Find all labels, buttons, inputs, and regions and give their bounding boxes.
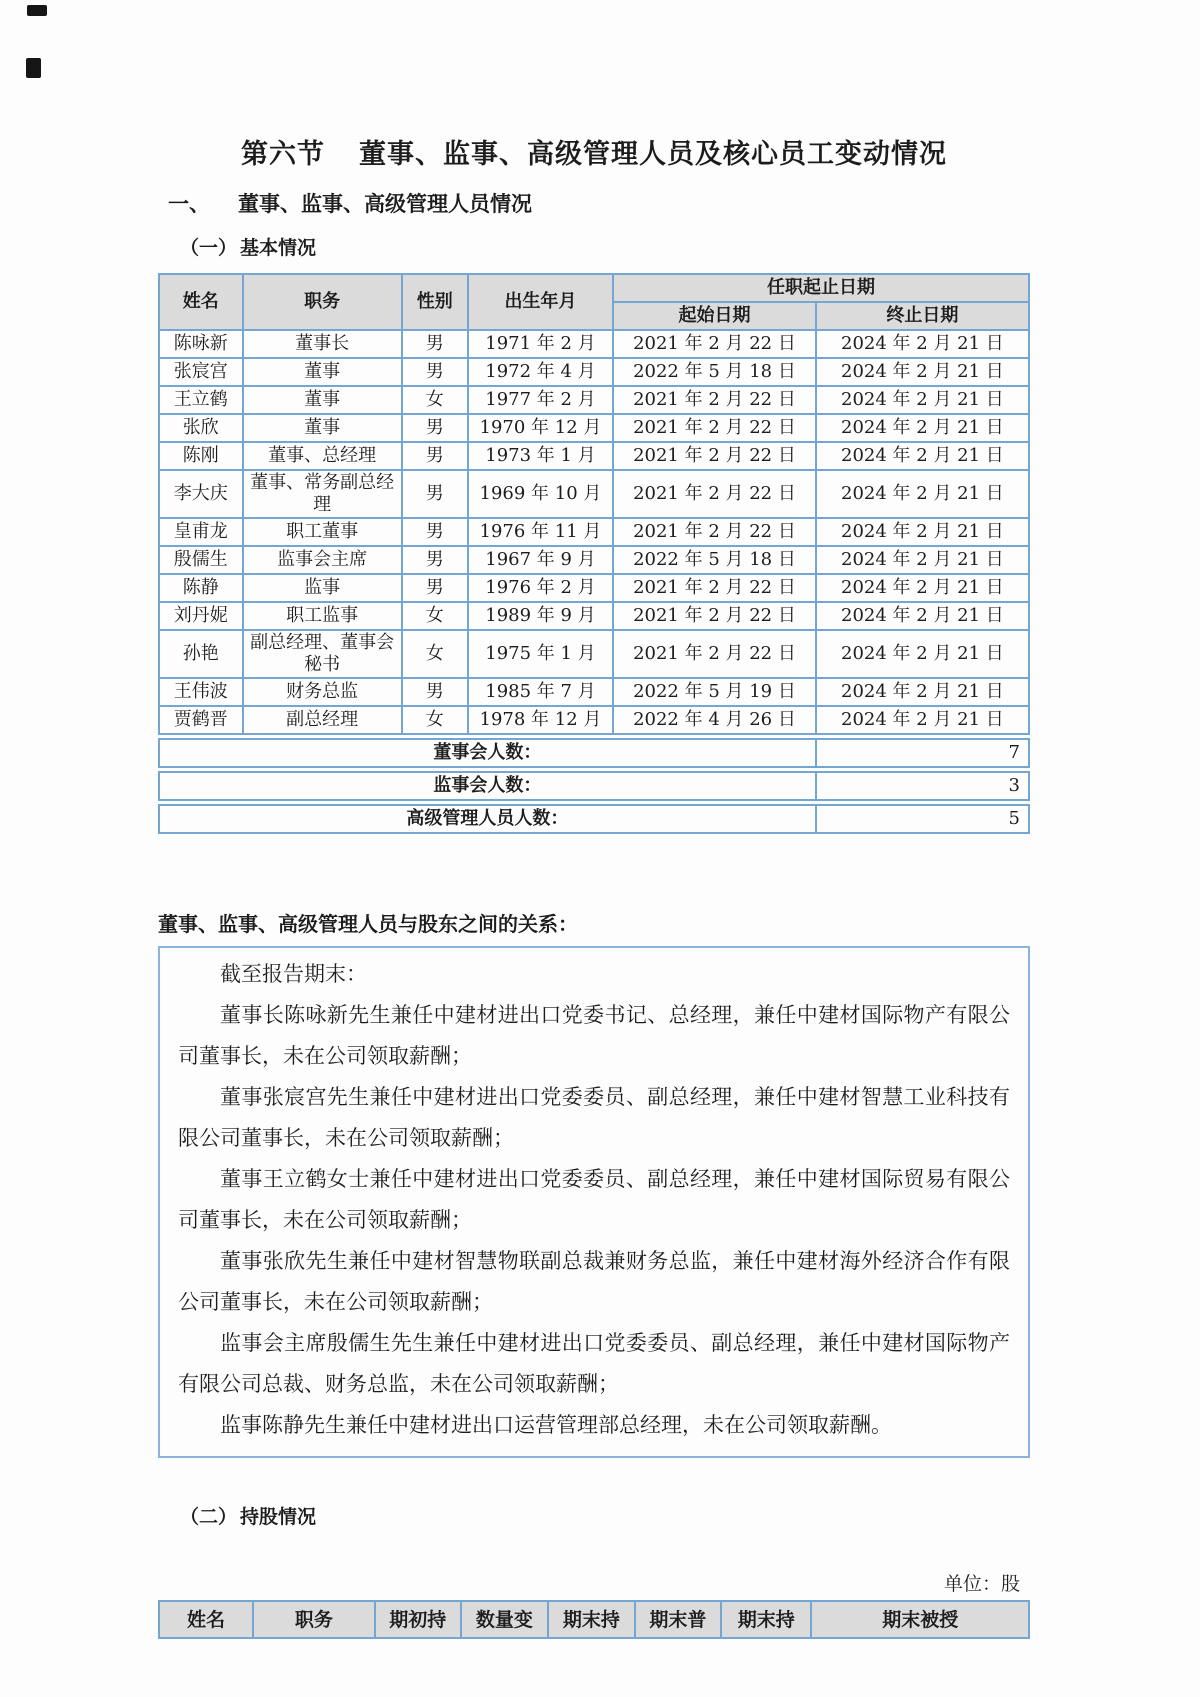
table-cell: 2021 年 2 月 22 日 [613, 330, 816, 358]
table-cell: 王立鹤 [159, 386, 243, 414]
table-cell: 2024 年 2 月 21 日 [816, 386, 1029, 414]
table-cell: 张宸宫 [159, 358, 243, 386]
shareholding-table [158, 1600, 1030, 1639]
table-cell: 女 [402, 706, 468, 734]
table-cell: 1969 年 10 月 [468, 470, 613, 518]
heading-basic-info [158, 233, 1030, 260]
unit-label: 单位：股 [943, 1573, 1020, 1595]
table-cell: 孙艳 [159, 630, 243, 678]
section-number: 第六节 [241, 139, 325, 170]
table-cell: 男 [402, 470, 468, 518]
table-cell: 2021 年 2 月 22 日 [613, 442, 816, 470]
table-row [159, 739, 1029, 767]
table-cell: 副总经理 [243, 706, 402, 734]
table-cell: 男 [402, 518, 468, 546]
relationship-heading: 董事、监事、高级管理人员与股东之间的关系： [158, 912, 578, 936]
table-row [159, 706, 1029, 734]
table-cell: 陈静 [159, 574, 243, 602]
supervisor-count-label: 监事会人数： [159, 772, 816, 800]
table-cell: 2022 年 5 月 18 日 [613, 358, 816, 386]
table-cell: 1978 年 12 月 [468, 706, 613, 734]
table-cell: 2022 年 5 月 19 日 [613, 678, 816, 706]
table-row [159, 574, 1029, 602]
table-cell: 2021 年 2 月 22 日 [613, 414, 816, 442]
table-cell: 2024 年 2 月 21 日 [816, 518, 1029, 546]
table-cell: 监事会主席 [243, 546, 402, 574]
table-row [159, 330, 1029, 358]
table-cell: 董事 [243, 386, 402, 414]
table-row [159, 805, 1029, 833]
table-cell: 2024 年 2 月 21 日 [816, 546, 1029, 574]
table-cell: 1967 年 9 月 [468, 546, 613, 574]
table-cell: 男 [402, 414, 468, 442]
table-cell: 2021 年 2 月 22 日 [613, 470, 816, 518]
heading-shareholding-text: 持股情况 [240, 1506, 317, 1528]
heading-basic-info-number: （一） [180, 237, 238, 259]
page-content [158, 0, 1030, 1639]
table-cell: 陈咏新 [159, 330, 243, 358]
table-cell: 董事 [243, 358, 402, 386]
basic-info-table [158, 273, 1030, 735]
col-header-name: 姓名 [159, 274, 243, 330]
heading-overview [158, 188, 1030, 218]
table-row [159, 414, 1029, 442]
table-cell: 1976 年 11 月 [468, 518, 613, 546]
table-cell: 2024 年 2 月 21 日 [816, 442, 1029, 470]
summary-board-count [158, 738, 1030, 768]
shareholding-col-header: 期初持 [375, 1601, 461, 1638]
shareholding-col-header: 期末普 [635, 1601, 721, 1638]
relationship-box [158, 946, 1030, 1458]
table-cell: 2024 年 2 月 21 日 [816, 678, 1029, 706]
table-cell: 女 [402, 602, 468, 630]
shareholding-col-header: 期末持 [721, 1601, 811, 1638]
table-row [159, 546, 1029, 574]
table-row [159, 602, 1029, 630]
heading-overview-number: 一、 [168, 191, 210, 216]
table-row [159, 470, 1029, 518]
table-cell: 2024 年 2 月 21 日 [816, 470, 1029, 518]
relationship-paragraph: 董事张宸宫先生兼任中建材进出口党委委员、副总经理，兼任中建材智慧工业科技有限公司董事长，未在公司领取薪酬； [178, 1085, 1010, 1150]
table-cell: 陈刚 [159, 442, 243, 470]
summary-senior-mgmt-count [158, 804, 1030, 834]
shareholding-col-header: 数量变 [461, 1601, 548, 1638]
table-cell: 1972 年 4 月 [468, 358, 613, 386]
supervisor-count-value: 3 [816, 772, 1029, 800]
table-cell: 董事、常务副总经理 [243, 470, 402, 518]
table-cell: 男 [402, 678, 468, 706]
col-header-tenure: 任职起止日期 [613, 274, 1029, 302]
scan-artifact-left [26, 58, 41, 78]
table-row [159, 772, 1029, 800]
table-cell: 刘丹妮 [159, 602, 243, 630]
relationship-paragraph: 监事会主席殷儒生先生兼任中建材进出口党委委员、副总经理，兼任中建材国际物产有限公司总裁、财务总监，未在公司领取薪酬； [178, 1331, 1010, 1396]
table-cell: 董事长 [243, 330, 402, 358]
table-cell: 2021 年 2 月 22 日 [613, 602, 816, 630]
shareholding-col-header: 姓名 [159, 1601, 253, 1638]
table-cell: 2021 年 2 月 22 日 [613, 386, 816, 414]
scan-artifact-top [27, 5, 47, 16]
shareholding-col-header: 期末被授 [811, 1601, 1029, 1638]
table-cell: 1971 年 2 月 [468, 330, 613, 358]
relationship-paragraph: 监事陈静先生兼任中建材进出口运营管理部总经理，未在公司领取薪酬。 [220, 1413, 892, 1437]
table-cell: 1985 年 7 月 [468, 678, 613, 706]
basic-info-table-body [159, 330, 1029, 734]
table-cell: 2024 年 2 月 21 日 [816, 706, 1029, 734]
table-cell: 殷儒生 [159, 546, 243, 574]
table-cell: 男 [402, 546, 468, 574]
col-header-start-date: 起始日期 [613, 302, 816, 330]
table-cell: 张欣 [159, 414, 243, 442]
table-row [159, 630, 1029, 678]
heading-shareholding [158, 1502, 1030, 1529]
table-cell: 2024 年 2 月 21 日 [816, 630, 1029, 678]
board-count-label: 董事会人数： [159, 739, 816, 767]
table-cell: 女 [402, 386, 468, 414]
heading-overview-text: 董事、监事、高级管理人员情况 [238, 191, 532, 216]
table-cell: 男 [402, 358, 468, 386]
col-header-position: 职务 [243, 274, 402, 330]
table-row [159, 442, 1029, 470]
shareholding-col-header: 职务 [253, 1601, 375, 1638]
shareholding-header-row [159, 1601, 1029, 1638]
table-cell: 2024 年 2 月 21 日 [816, 358, 1029, 386]
table-cell: 贾鹤晋 [159, 706, 243, 734]
table-cell: 皇甫龙 [159, 518, 243, 546]
table-cell: 2021 年 2 月 22 日 [613, 630, 816, 678]
table-header-row-1 [159, 274, 1029, 302]
table-row [159, 386, 1029, 414]
relationship-paragraph: 董事王立鹤女士兼任中建材进出口党委委员、副总经理，兼任中建材国际贸易有限公司董事长，未在公司领取薪酬； [178, 1167, 1010, 1232]
table-cell: 男 [402, 574, 468, 602]
table-cell: 1977 年 2 月 [468, 386, 613, 414]
table-cell: 男 [402, 442, 468, 470]
table-row [159, 358, 1029, 386]
col-header-gender: 性别 [402, 274, 468, 330]
table-cell: 董事、总经理 [243, 442, 402, 470]
table-cell: 2022 年 5 月 18 日 [613, 546, 816, 574]
section-title-text: 董事、监事、高级管理人员及核心员工变动情况 [359, 139, 947, 170]
table-row [159, 678, 1029, 706]
table-cell: 2021 年 2 月 22 日 [613, 574, 816, 602]
relationship-paragraph: 截至报告期末： [220, 962, 367, 986]
table-cell: 1975 年 1 月 [468, 630, 613, 678]
table-cell: 财务总监 [243, 678, 402, 706]
table-cell: 2022 年 4 月 26 日 [613, 706, 816, 734]
table-cell: 李大庆 [159, 470, 243, 518]
shareholding-col-header: 期末持 [548, 1601, 635, 1638]
table-cell: 职工监事 [243, 602, 402, 630]
table-cell: 男 [402, 330, 468, 358]
table-row [159, 518, 1029, 546]
heading-shareholding-number: （二） [180, 1506, 238, 1528]
table-cell: 1989 年 9 月 [468, 602, 613, 630]
table-cell: 2021 年 2 月 22 日 [613, 518, 816, 546]
relationship-paragraph: 董事长陈咏新先生兼任中建材进出口党委书记、总经理，兼任中建材国际物产有限公司董事长，未在公司领取薪酬； [178, 1003, 1010, 1068]
table-cell: 1973 年 1 月 [468, 442, 613, 470]
table-cell: 董事 [243, 414, 402, 442]
page-title [158, 132, 1030, 171]
table-cell: 2024 年 2 月 21 日 [816, 330, 1029, 358]
relationship-paragraph: 董事张欣先生兼任中建材智慧物联副总裁兼财务总监，兼任中建材海外经济合作有限公司董事长，未在公司领取薪酬； [178, 1249, 1010, 1314]
table-cell: 监事 [243, 574, 402, 602]
summary-supervisor-count [158, 771, 1030, 801]
col-header-end-date: 终止日期 [816, 302, 1029, 330]
table-cell: 1970 年 12 月 [468, 414, 613, 442]
senior-mgmt-count-label: 高级管理人员人数： [159, 805, 816, 833]
senior-mgmt-count-value: 5 [816, 805, 1029, 833]
col-header-birth: 出生年月 [468, 274, 613, 330]
board-count-value: 7 [816, 739, 1029, 767]
table-cell: 2024 年 2 月 21 日 [816, 414, 1029, 442]
table-cell: 2024 年 2 月 21 日 [816, 602, 1029, 630]
table-cell: 2024 年 2 月 21 日 [816, 574, 1029, 602]
table-cell: 王伟波 [159, 678, 243, 706]
table-cell: 1976 年 2 月 [468, 574, 613, 602]
table-cell: 女 [402, 630, 468, 678]
heading-basic-info-text: 基本情况 [240, 237, 317, 259]
table-cell: 副总经理、董事会秘书 [243, 630, 402, 678]
table-cell: 职工董事 [243, 518, 402, 546]
